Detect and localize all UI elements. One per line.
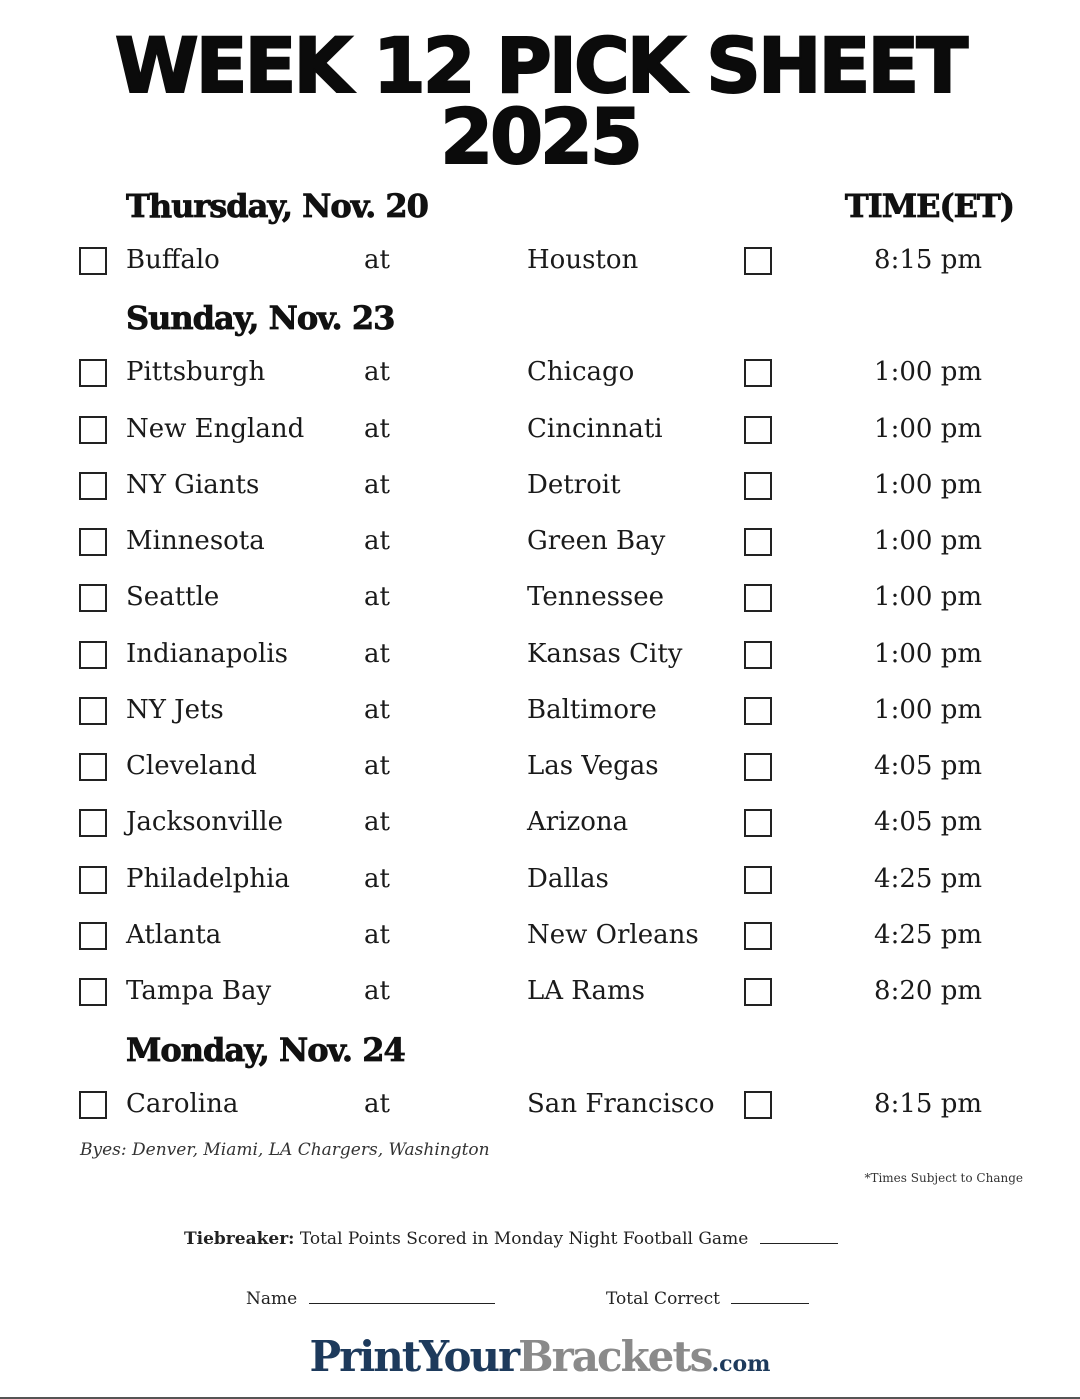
home-team: Cincinnati [527, 414, 663, 444]
away-pick-checkbox[interactable] [79, 922, 107, 950]
page-title: WEEK 12 PICK SHEET [114, 21, 966, 110]
time-column-header: TIME(ET) [844, 187, 1014, 225]
game-time: 4:05 pm [874, 751, 982, 781]
times-subject-note: *Times Subject to Change [864, 1171, 1023, 1185]
game-row [0, 578, 1080, 618]
game-row [0, 353, 1080, 393]
away-pick-checkbox[interactable] [79, 528, 107, 556]
at-label: at [364, 751, 390, 781]
game-time: 1:00 pm [874, 639, 982, 669]
game-time: 1:00 pm [874, 695, 982, 725]
day-header-sunday: Sunday, Nov. 23 [126, 299, 395, 337]
total-correct-blank[interactable] [731, 1302, 809, 1304]
away-pick-checkbox[interactable] [79, 978, 107, 1006]
game-time: 4:05 pm [874, 807, 982, 837]
away-pick-checkbox[interactable] [79, 247, 107, 275]
at-label: at [364, 357, 390, 387]
home-pick-checkbox[interactable] [744, 528, 772, 556]
name-field [246, 1289, 495, 1309]
home-team: Detroit [527, 470, 621, 500]
day-header-thursday: Thursday, Nov. 20 [126, 187, 428, 225]
game-row [0, 747, 1080, 787]
away-team: Jacksonville [126, 807, 284, 837]
home-pick-checkbox[interactable] [744, 922, 772, 950]
home-team: Las Vegas [527, 751, 659, 781]
tiebreaker-text: Total Points Scored in Monday Night Football Game [299, 1229, 749, 1249]
brand-logo [0, 1332, 1080, 1381]
game-time: 1:00 pm [874, 470, 982, 500]
home-team: Green Bay [527, 526, 666, 556]
home-pick-checkbox[interactable] [744, 753, 772, 781]
game-time: 4:25 pm [874, 920, 982, 950]
tiebreaker-blank[interactable] [760, 1242, 838, 1244]
at-label: at [364, 1089, 390, 1119]
away-team: Minnesota [126, 526, 265, 556]
away-pick-checkbox[interactable] [79, 866, 107, 894]
home-team: Kansas City [527, 639, 683, 669]
away-pick-checkbox[interactable] [79, 641, 107, 669]
away-pick-checkbox[interactable] [79, 472, 107, 500]
home-team: San Francisco [527, 1089, 715, 1119]
game-row [0, 466, 1080, 506]
away-team: Seattle [126, 582, 220, 612]
at-label: at [364, 526, 390, 556]
game-row [0, 410, 1080, 450]
game-row [0, 860, 1080, 900]
home-pick-checkbox[interactable] [744, 866, 772, 894]
game-row [0, 522, 1080, 562]
logo-part-brackets: Brackets [518, 1332, 712, 1381]
byes-note: Byes: Denver, Miami, LA Chargers, Washington [80, 1140, 490, 1160]
game-row [0, 916, 1080, 956]
home-team: Baltimore [527, 695, 657, 725]
game-row [0, 972, 1080, 1012]
game-time: 8:15 pm [874, 1089, 982, 1119]
logo-part-print: Print [309, 1332, 420, 1381]
game-time: 8:15 pm [874, 245, 982, 275]
home-team: Arizona [527, 807, 629, 837]
page-title-year: 2025 [440, 92, 640, 181]
game-time: 1:00 pm [874, 526, 982, 556]
home-pick-checkbox[interactable] [744, 1091, 772, 1119]
at-label: at [364, 920, 390, 950]
name-blank[interactable] [309, 1302, 495, 1304]
home-pick-checkbox[interactable] [744, 978, 772, 1006]
at-label: at [364, 807, 390, 837]
game-row [0, 691, 1080, 731]
away-team: NY Jets [126, 695, 224, 725]
away-team: NY Giants [126, 470, 260, 500]
at-label: at [364, 639, 390, 669]
tiebreaker-label: Tiebreaker: [184, 1229, 295, 1249]
at-label: at [364, 414, 390, 444]
away-pick-checkbox[interactable] [79, 753, 107, 781]
away-pick-checkbox[interactable] [79, 584, 107, 612]
at-label: at [364, 245, 390, 275]
game-time: 4:25 pm [874, 864, 982, 894]
home-pick-checkbox[interactable] [744, 416, 772, 444]
home-pick-checkbox[interactable] [744, 584, 772, 612]
away-team: Tampa Bay [126, 976, 272, 1006]
total-correct-label: Total Correct [606, 1289, 720, 1309]
home-pick-checkbox[interactable] [744, 641, 772, 669]
game-row [0, 635, 1080, 675]
away-team: Pittsburgh [126, 357, 266, 387]
away-pick-checkbox[interactable] [79, 359, 107, 387]
home-team: Tennessee [527, 582, 665, 612]
game-time: 1:00 pm [874, 357, 982, 387]
home-pick-checkbox[interactable] [744, 472, 772, 500]
at-label: at [364, 695, 390, 725]
game-time: 8:20 pm [874, 976, 982, 1006]
away-team: Carolina [126, 1089, 239, 1119]
day-header-monday: Monday, Nov. 24 [126, 1031, 405, 1069]
game-row [0, 803, 1080, 843]
game-time: 1:00 pm [874, 414, 982, 444]
at-label: at [364, 864, 390, 894]
away-team: Indianapolis [126, 639, 288, 669]
away-team: Buffalo [126, 245, 220, 275]
away-team: New England [126, 414, 305, 444]
logo-part-your: Your [419, 1332, 519, 1381]
home-pick-checkbox[interactable] [744, 359, 772, 387]
home-team: Houston [527, 245, 639, 275]
logo-part-com: .com [711, 1351, 771, 1377]
at-label: at [364, 470, 390, 500]
away-team: Philadelphia [126, 864, 290, 894]
away-team: Cleveland [126, 751, 257, 781]
tiebreaker-line [184, 1229, 838, 1249]
game-time: 1:00 pm [874, 582, 982, 612]
away-team: Atlanta [126, 920, 222, 950]
total-correct-field [606, 1289, 809, 1309]
away-pick-checkbox[interactable] [79, 416, 107, 444]
game-row [0, 241, 1080, 281]
game-row [0, 1085, 1080, 1125]
home-team: LA Rams [527, 976, 645, 1006]
away-pick-checkbox[interactable] [79, 1091, 107, 1119]
home-team: New Orleans [527, 920, 699, 950]
home-pick-checkbox[interactable] [744, 697, 772, 725]
away-pick-checkbox[interactable] [79, 809, 107, 837]
at-label: at [364, 582, 390, 612]
at-label: at [364, 976, 390, 1006]
name-label: Name [246, 1289, 298, 1309]
home-pick-checkbox[interactable] [744, 809, 772, 837]
away-pick-checkbox[interactable] [79, 697, 107, 725]
home-team: Chicago [527, 357, 635, 387]
home-team: Dallas [527, 864, 609, 894]
home-pick-checkbox[interactable] [744, 247, 772, 275]
